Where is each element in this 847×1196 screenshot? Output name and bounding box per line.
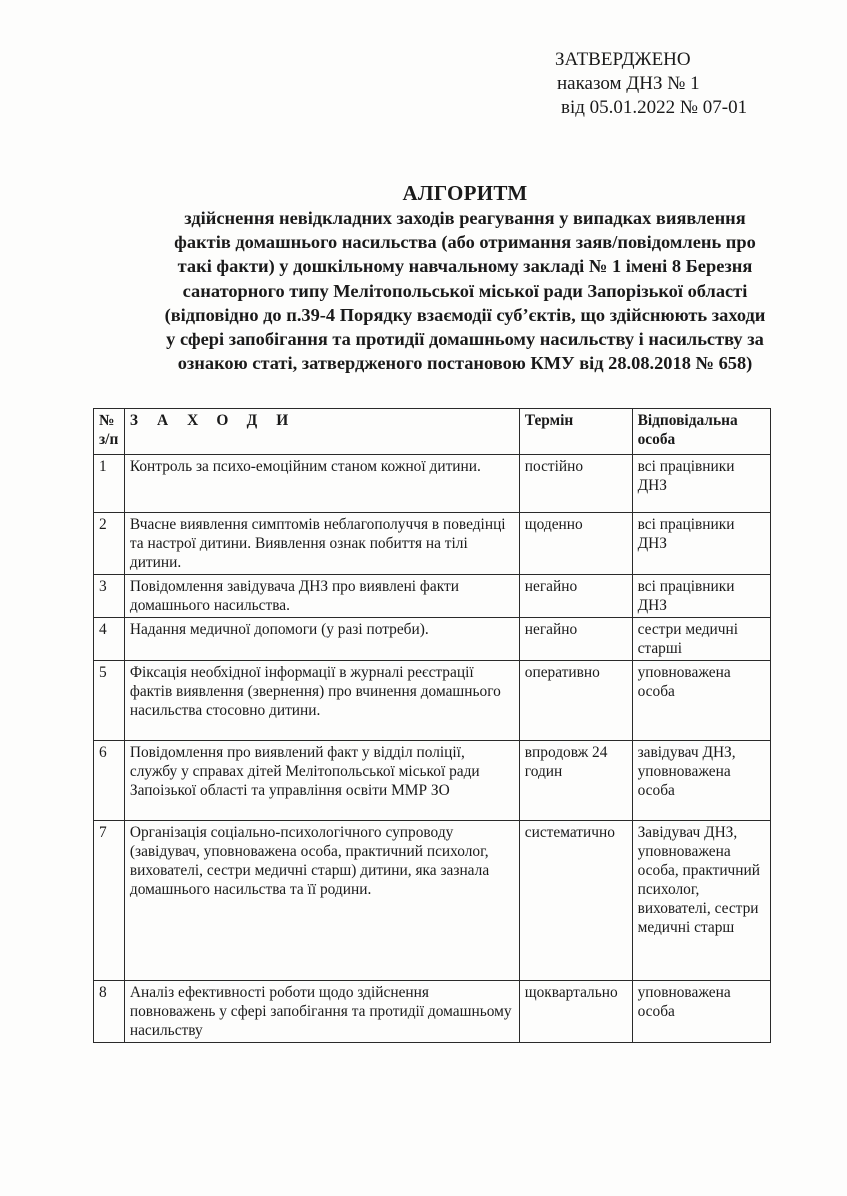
row-action: Надання медичної допомоги (у разі потреби). bbox=[124, 618, 519, 661]
row-responsible: уповноважена особа bbox=[632, 981, 770, 1043]
document-title bbox=[80, 180, 847, 375]
table-row bbox=[94, 513, 771, 575]
title-line: санаторного типу Мелітопольської міської ради Запорізької області bbox=[182, 280, 748, 301]
table-row bbox=[94, 575, 771, 618]
row-action: Фіксація необхідної інформації в журналі реєстрації фактів виявлення (звернення) про вчинення домашнього насильства стосовно дитини. bbox=[124, 661, 519, 741]
header-num: № з/п bbox=[94, 409, 125, 455]
table-row bbox=[94, 455, 771, 513]
row-term: негайно bbox=[519, 618, 632, 661]
table-row bbox=[94, 661, 771, 741]
row-responsible: завідувач ДНЗ, уповноважена особа bbox=[632, 741, 770, 821]
header-action: ЗАХОДИ bbox=[124, 409, 519, 455]
row-action: Контроль за психо-емоційним станом кожної дитини. bbox=[124, 455, 519, 513]
row-term: систематично bbox=[519, 821, 632, 981]
approval-title: ЗАТВЕРДЖЕНО bbox=[555, 49, 691, 70]
row-action: Аналіз ефективності роботи щодо здійснення повноважень у сфері запобігання та протидії домашньому насильству bbox=[124, 981, 519, 1043]
row-num: 1 bbox=[94, 455, 125, 513]
row-action: Повідомлення про виявлений факт у відділ поліції, службу у справах дітей Мелітопольської міської ради Запоізької області та управління освіти ММР ЗО bbox=[124, 741, 519, 821]
row-term: негайно bbox=[519, 575, 632, 618]
table-row bbox=[94, 741, 771, 821]
row-num: 2 bbox=[94, 513, 125, 575]
row-responsible: уповноважена особа bbox=[632, 661, 770, 741]
header-responsible: Відповідальна особа bbox=[632, 409, 770, 455]
row-term: впродовж 24 годин bbox=[519, 741, 632, 821]
approval-date: від 05.01.2022 № 07-01 bbox=[561, 97, 748, 118]
row-term: щоквартально bbox=[519, 981, 632, 1043]
row-action: Організація соціально-психологічного супроводу (завідувач, уповноважена особа, практичний психолог, вихователі, сестри медичні старш) дитини, яка зазнала домашнього насильства та її родини. bbox=[124, 821, 519, 981]
row-responsible: сестри медичні старші bbox=[632, 618, 770, 661]
row-term: щоденно bbox=[519, 513, 632, 575]
row-num: 7 bbox=[94, 821, 125, 981]
row-num: 8 bbox=[94, 981, 125, 1043]
row-action: Повідомлення завідувача ДНЗ про виявлені факти домашнього насильства. bbox=[124, 575, 519, 618]
table-row bbox=[94, 981, 771, 1043]
row-num: 4 bbox=[94, 618, 125, 661]
row-responsible: всі працівники ДНЗ bbox=[632, 455, 770, 513]
table-row bbox=[94, 821, 771, 981]
measures-table bbox=[93, 408, 771, 1043]
row-num: 6 bbox=[94, 741, 125, 821]
title-line: (відповідно до п.39-4 Порядку взаємодії суб’єктів, що здійснюють заходи bbox=[164, 304, 766, 325]
header-term: Термін bbox=[519, 409, 632, 455]
approval-stamp bbox=[555, 48, 747, 120]
row-term: оперативно bbox=[519, 661, 632, 741]
table-row bbox=[94, 618, 771, 661]
row-num: 5 bbox=[94, 661, 125, 741]
title-line: фактів домашнього насильства (або отримання заяв/повідомлень про bbox=[174, 232, 756, 253]
table-header-row bbox=[94, 409, 771, 455]
row-term: постійно bbox=[519, 455, 632, 513]
title-line: ознакою статі, затвердженого постановою КМУ від 28.08.2018 № 658) bbox=[177, 353, 753, 374]
approval-order: наказом ДНЗ № 1 bbox=[557, 73, 700, 94]
title-line: здійснення невідкладних заходів реагування у випадках виявлення bbox=[184, 208, 746, 228]
row-num: 3 bbox=[94, 575, 125, 618]
title-line: такі факти) у дошкільному навчальному закладі № 1 імені 8 Березня bbox=[177, 256, 753, 277]
row-action: Вчасне виявлення симптомів неблагополуччя в поведінці та настрої дитини. Виявлення ознак побиття на тілі дитини. bbox=[124, 513, 519, 575]
title-main: АЛГОРИТМ bbox=[402, 181, 528, 205]
row-responsible: всі працівники ДНЗ bbox=[632, 575, 770, 618]
row-responsible: всі працівники ДНЗ bbox=[632, 513, 770, 575]
title-line: у сфері запобігання та протидії домашньому насильству і насильству за bbox=[166, 329, 764, 350]
row-responsible: Завідувач ДНЗ, уповноважена особа, практичний психолог, вихователі, сестри медичні старш bbox=[632, 821, 770, 981]
